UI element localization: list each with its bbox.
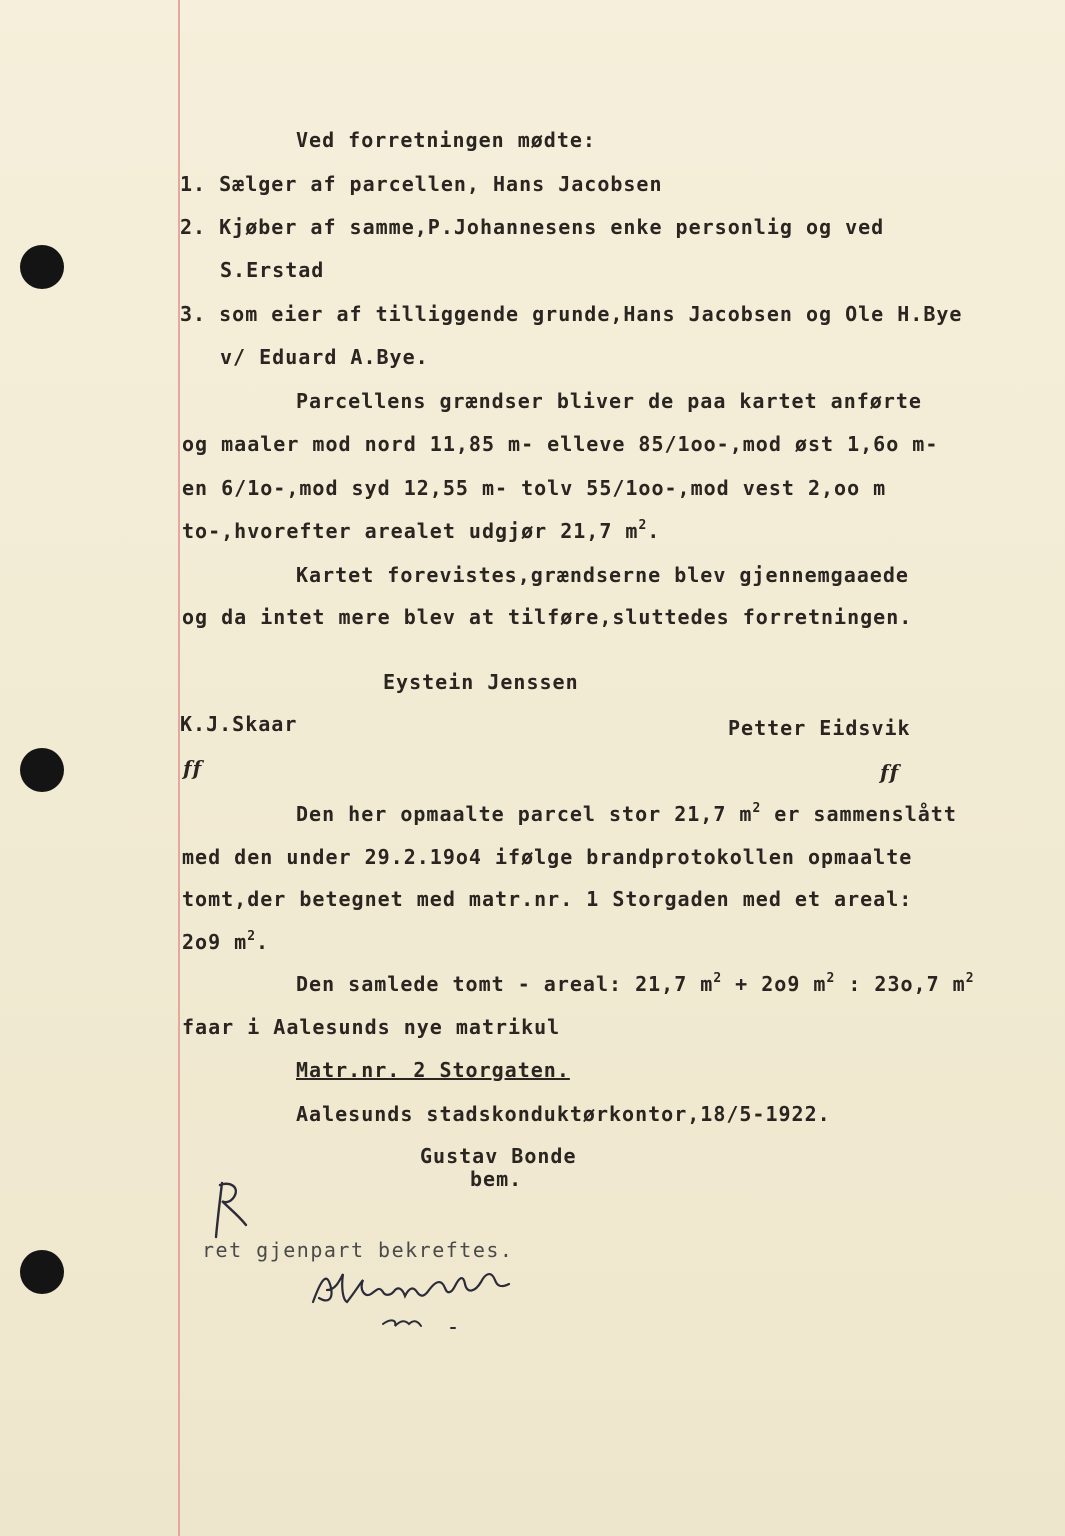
superscript: 2 xyxy=(247,929,257,944)
text-fragment: to-,hvorefter arealet udgjør 21,7 m xyxy=(182,519,639,543)
signatory-name: K.J.Skaar xyxy=(180,712,298,736)
text-line xyxy=(296,972,975,996)
text-line: Ved forretningen mødte: xyxy=(296,128,596,152)
text-line: v/ Eduard A.Bye. xyxy=(220,345,429,369)
signatory-name: Petter Eidsvik xyxy=(728,716,911,740)
matrikkel-heading: Matr.nr. 2 Storgaten. xyxy=(296,1058,570,1082)
text-line xyxy=(296,802,957,826)
certification-text: ret gjenpart bekreftes. xyxy=(202,1238,514,1262)
text-line xyxy=(182,930,269,954)
superscript: 2 xyxy=(965,971,975,986)
text-line: med den under 29.2.19o4 ifølge brandprotokollen opmaalte xyxy=(182,845,913,869)
punch-hole xyxy=(20,245,64,289)
signatory-title: bem. xyxy=(470,1167,523,1191)
punch-hole xyxy=(20,748,64,792)
text-line: 1. Sælger af parcellen, Hans Jacobsen xyxy=(180,172,663,196)
signatory-name: Gustav Bonde xyxy=(420,1144,577,1168)
text-line: S.Erstad xyxy=(220,258,325,282)
text-line: og maaler mod nord 11,85 m- elleve 85/1oo-,mod øst 1,6o m- xyxy=(182,432,939,456)
signature-mark: ff xyxy=(183,756,203,780)
signatory-name: Eystein Jenssen xyxy=(383,670,579,694)
text-line: og da intet mere blev at tilføre,sluttedes forretningen. xyxy=(182,605,913,629)
office-date-line: Aalesunds stadskonduktørkontor,18/5-1922. xyxy=(296,1102,831,1126)
text-line: 2. Kjøber af samme,P.Johannesens enke personlig og ved xyxy=(180,215,885,239)
text-fragment: + 2o9 m xyxy=(722,972,827,996)
text-line: tomt,der betegnet med matr.nr. 1 Storgaden med et areal: xyxy=(182,887,913,911)
text-line: 3. som eier af tilliggende grunde,Hans Jacobsen og Ole H.Bye xyxy=(180,302,963,326)
superscript: 2 xyxy=(752,801,762,816)
signature-mark: ff xyxy=(880,760,900,784)
superscript: 2 xyxy=(826,971,836,986)
text-fragment: Den samlede tomt - areal: 21,7 m xyxy=(296,972,714,996)
text-fragment: . xyxy=(647,519,661,543)
handwritten-initial-signature xyxy=(200,1175,260,1245)
punch-hole xyxy=(20,1250,64,1294)
text-line: faar i Aalesunds nye matrikul xyxy=(182,1015,561,1039)
text-fragment: Den her opmaalte parcel stor 21,7 m xyxy=(296,802,753,826)
text-fragment: : 23o,7 m xyxy=(835,972,966,996)
text-fragment: . xyxy=(256,930,270,954)
text-line: en 6/1o-,mod syd 12,55 m- tolv 55/1oo-,mod vest 2,oo m xyxy=(182,476,887,500)
text-line: Parcellens grændser bliver de paa kartet anførte xyxy=(296,389,922,413)
handwritten-signature xyxy=(305,1260,520,1340)
text-fragment: 2o9 m xyxy=(182,930,248,954)
superscript: 2 xyxy=(713,971,723,986)
text-line: Kartet forevistes,grændserne blev gjennemgaaede xyxy=(296,563,909,587)
text-line xyxy=(182,519,660,543)
superscript: 2 xyxy=(638,518,648,533)
text-fragment: er sammenslått xyxy=(761,802,957,826)
